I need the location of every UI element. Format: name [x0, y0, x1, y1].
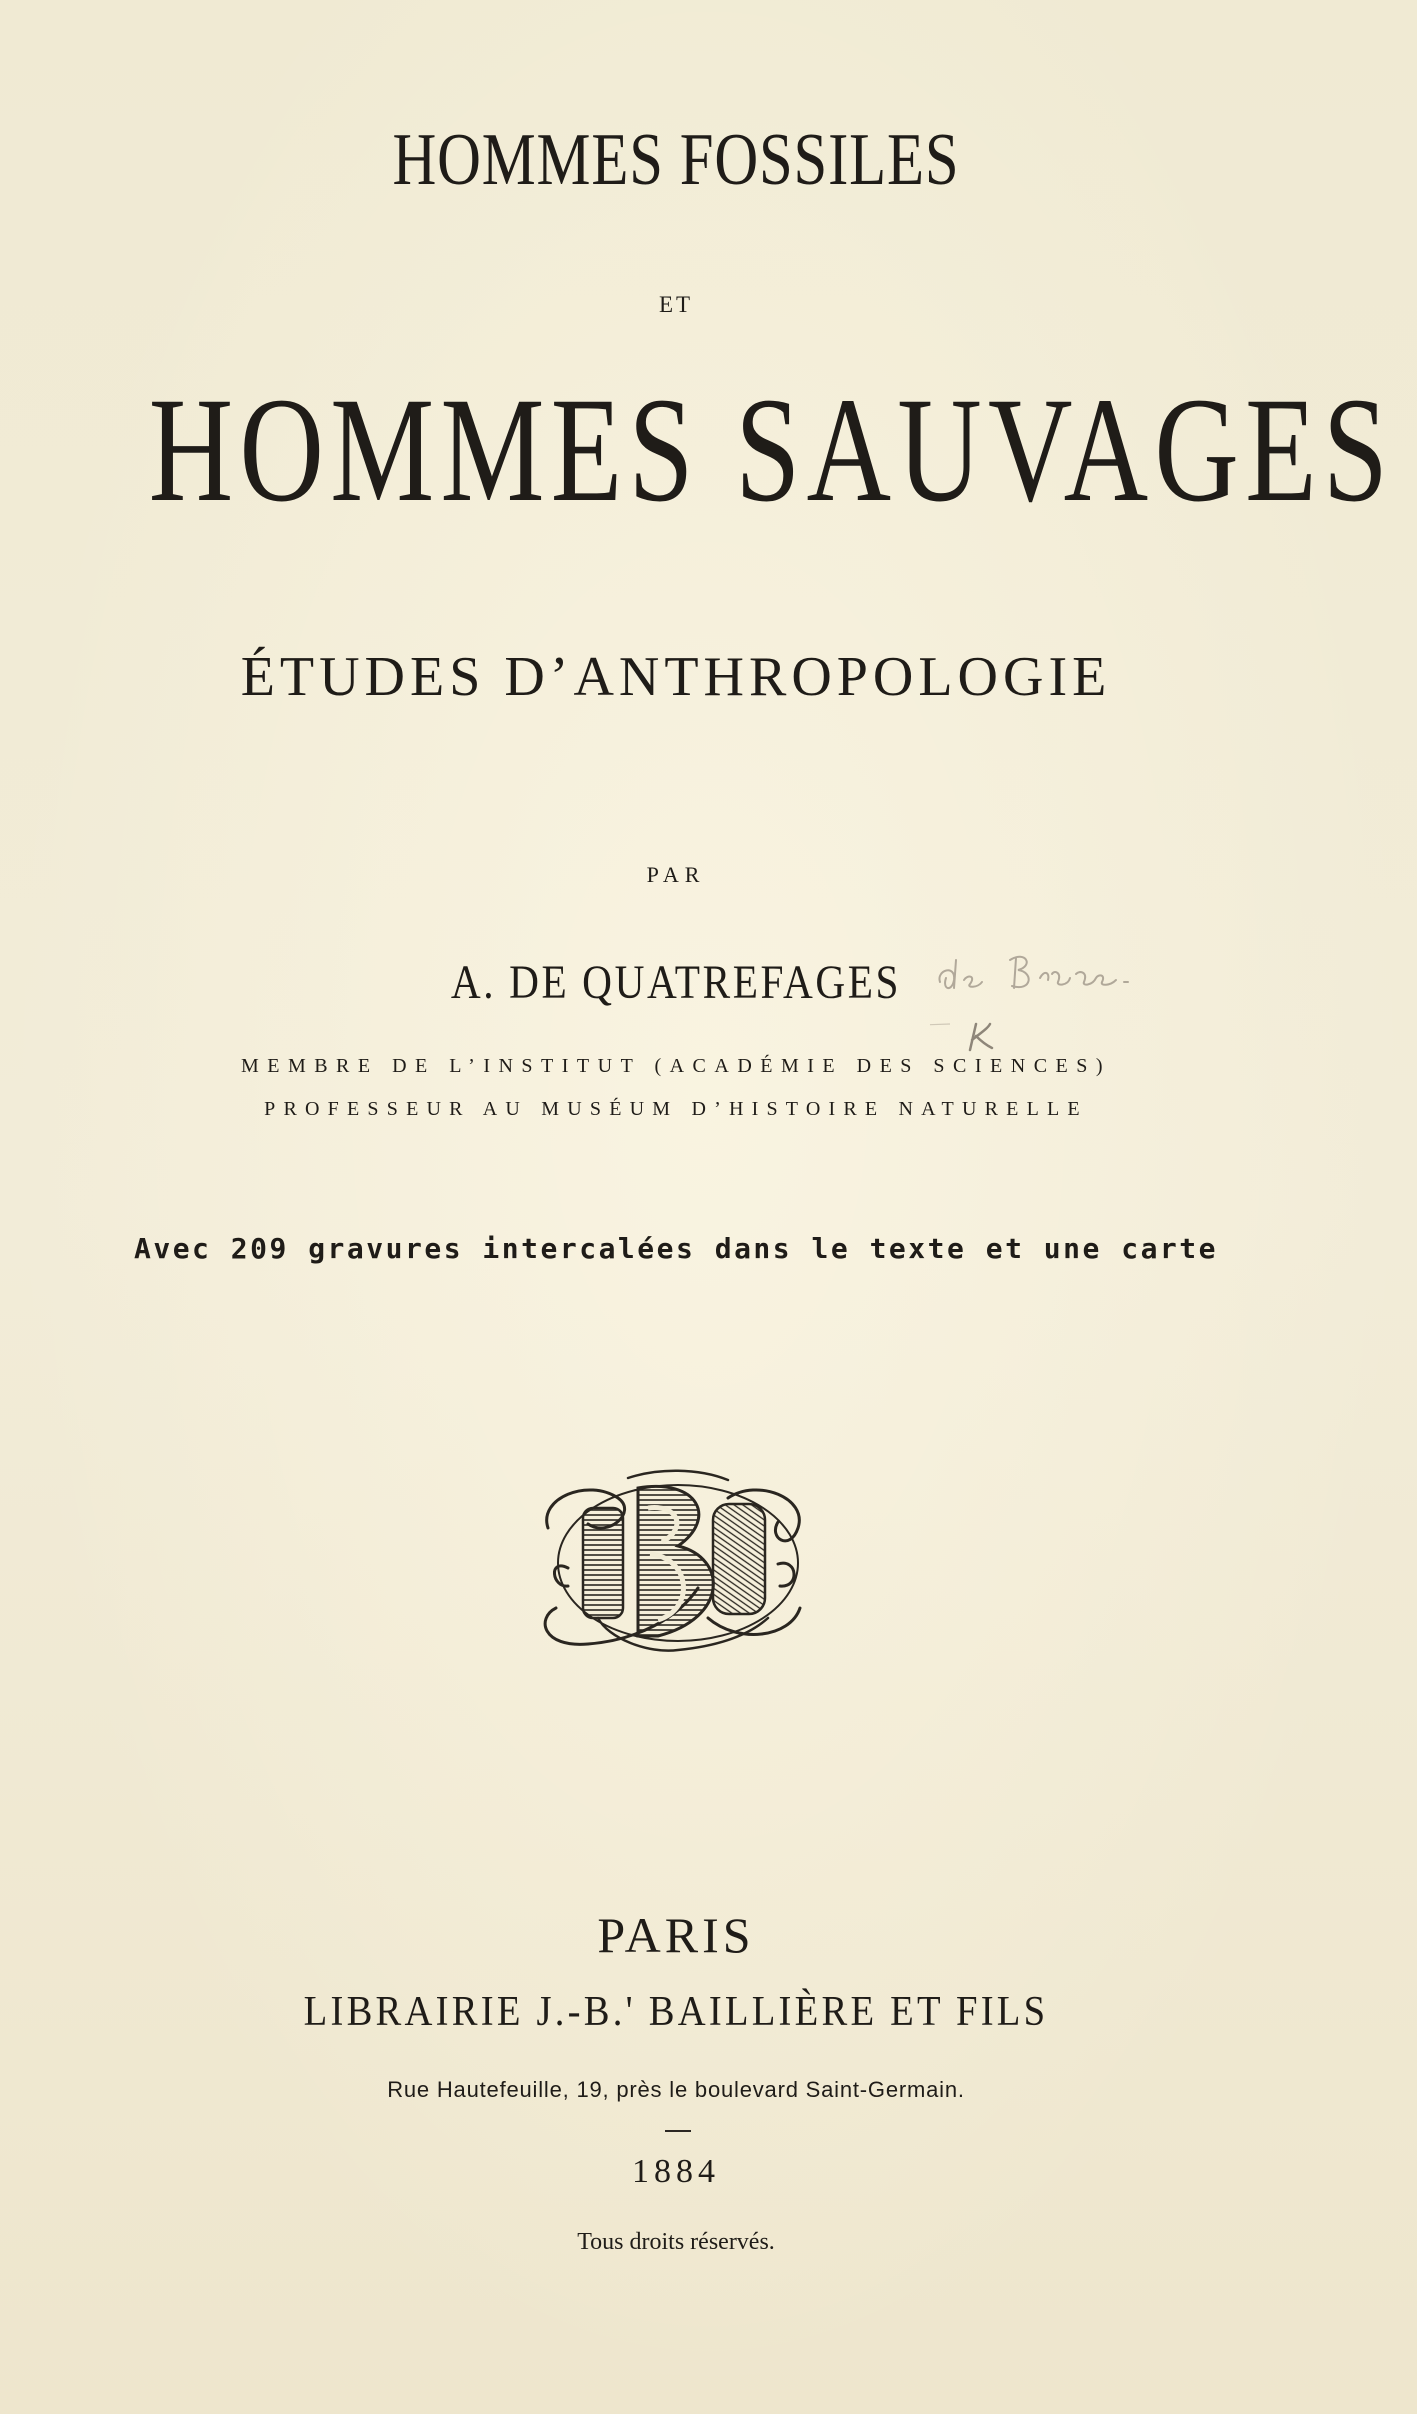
divider-rule [665, 2130, 691, 2132]
title-line-1: HOMMES FOSSILES [392, 119, 960, 201]
author-name: A. DE QUATREFAGES [450, 956, 902, 1009]
imprint-city: PARIS [597, 1907, 755, 1963]
illustrations-note: Avec 209 gravures intercalées dans le texte et une carte [133, 1232, 1218, 1265]
title-line-2: HOMMES SAUVAGES [148, 367, 1395, 533]
publisher-address: Rue Hautefeuille, 19, près le boulevard Saint-Germain. [387, 2077, 965, 2102]
publisher-monogram-icon [528, 1468, 818, 1658]
publication-year: 1884 [632, 2153, 720, 2190]
title-conjunction: ET [658, 292, 694, 317]
subtitle: ÉTUDES D’ANTHROPOLOGIE [240, 646, 1112, 708]
rights-notice: Tous droits réservés. [577, 2229, 775, 2255]
handwritten-annotation-icon [930, 940, 1190, 1060]
publisher-name: LIBRAIRIE J.-B.' BAILLIÈRE ET FILS [303, 1989, 1049, 2035]
by-label: PAR [646, 862, 706, 887]
affiliation-line-2: PROFESSEUR AU MUSÉUM D’HISTOIRE NATURELLE [264, 1098, 1088, 1120]
affiliation-line-1: MEMBRE DE L’INSTITUT (ACADÉMIE DES SCIENCES) [240, 1055, 1112, 1077]
